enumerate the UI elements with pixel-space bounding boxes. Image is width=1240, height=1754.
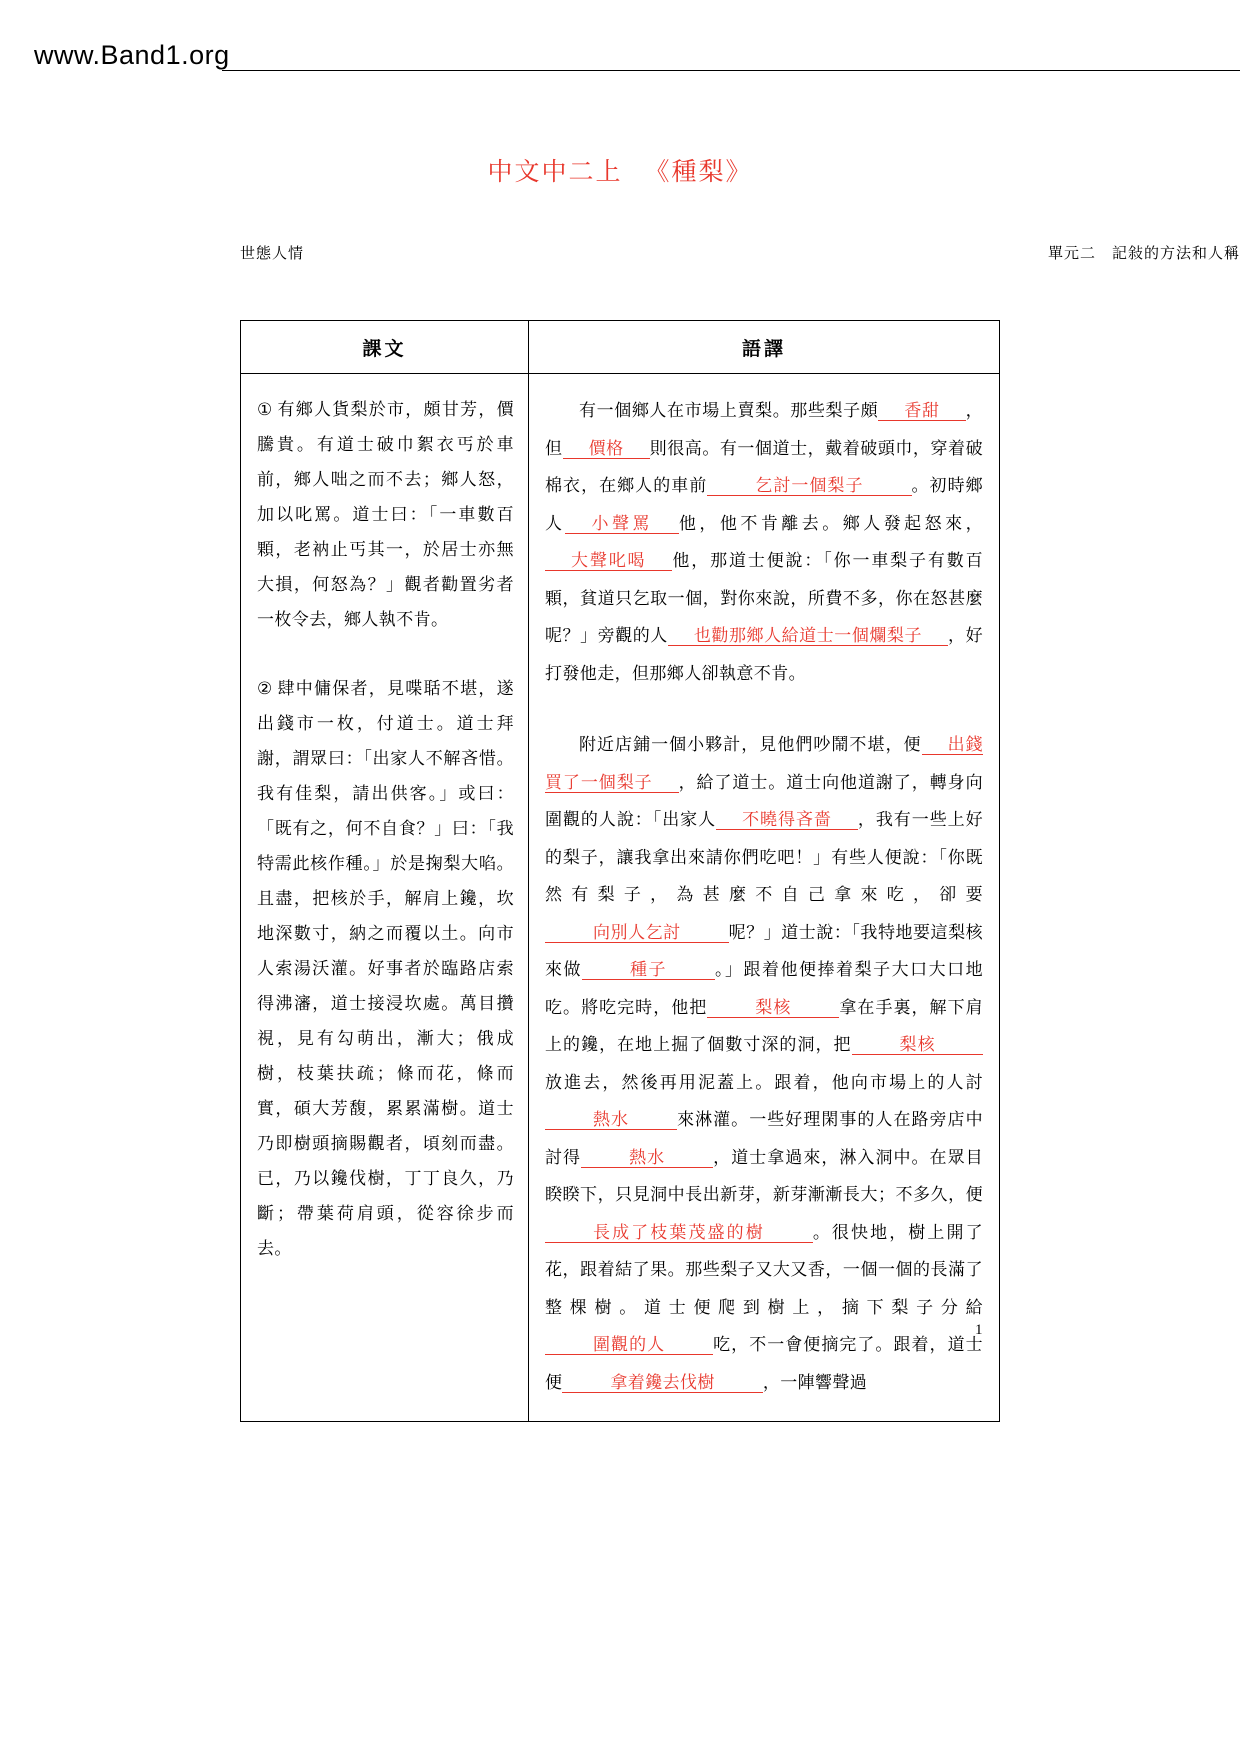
translation-paragraph-2 [545, 726, 983, 1401]
paragraph-marker-1: ① [257, 400, 274, 419]
lesson-table [240, 320, 1000, 1422]
translation-p2-seg12: ，一陣響聲過 [762, 1372, 868, 1392]
translation-p2-seg7: 放進去，然後再用泥蓋上。跟着，他向市場上的人討 [545, 1072, 983, 1092]
column-header-source: 課文 [241, 321, 529, 373]
column-header-translation: 語譯 [741, 338, 786, 360]
answer-p2-1[interactable]: 出錢買了一個梨子 [545, 735, 983, 792]
translation-p2-seg5: 。」跟着他便捧着梨子大口大口地吃。將吃完時，他把 [545, 960, 983, 1017]
translation-p2-seg11: 吃，不一會便摘完了。跟着，道士便 [545, 1335, 983, 1392]
answer-p1-4[interactable]: 小聲罵 [565, 514, 678, 534]
source-paragraph-1 [257, 392, 514, 637]
paragraph-marker-2: ② [257, 679, 274, 698]
answer-p2-7[interactable]: 熱水 [545, 1110, 677, 1130]
translation-p1-seg1: 有一個鄉人在市場上賣梨。那些梨子頗 [579, 401, 879, 420]
running-head-right: 單元二 記敍的方法和人稱 [1047, 246, 1240, 262]
translation-p1-seg7: ，好打發他走，但那鄉人卻執意不肯。 [545, 626, 983, 683]
translation-p2-seg3: ，我有一些上好的梨子，讓我拿出來請你們吃吧！」有些人便說：「你既然有梨子，為甚麼不自己拿來吃，卻要 [545, 810, 984, 904]
answer-p2-8[interactable]: 熱水 [581, 1148, 713, 1168]
answer-p2-3[interactable]: 向別人乞討 [545, 923, 729, 943]
answer-p2-6[interactable]: 梨核 [852, 1035, 983, 1055]
answer-p2-11[interactable]: 拿着鑱去伐樹 [562, 1373, 762, 1393]
page-number: 1 [975, 1322, 983, 1338]
translation-p2-seg9: ，道士拿過來，淋入洞中。在眾目睽睽下，只見洞中長出新芽，新芽漸漸長大；不多久，便 [545, 1147, 984, 1204]
source-paragraph-2 [257, 671, 514, 1266]
answer-p1-5[interactable]: 大聲叱喝 [545, 551, 672, 571]
answer-p1-1[interactable]: 香甜 [878, 401, 965, 421]
translation-p1-seg6: 他，那道士便說：「你一車梨子有數百顆，貧道只乞取一個，對你來說，所費不多，你在怒甚麼呢？」旁觀的人 [545, 551, 983, 645]
source-paragraph-2-text: 肆中傭保者，見喋聒不堪，遂出錢市一枚，付道士。道士拜謝，謂眾曰：「出家人不解吝惜。我有佳梨，請出供客。」或曰：「既有之，何不自食？」曰：「我特需此核作種。」於是掬梨大啗。且盡，把核於手，解肩上鑱，坎地深數寸，納之而覆以土。向市人索湯沃灌。好事者於臨路店索得沸瀋，道士接浸坎處。萬目攢視，見有勾萌出，漸大；俄成樹，枝葉扶疏；條而花，條而實，碩大芳馥，累累滿樹。道士乃即樹頭摘賜觀者，頃刻而盡。已，乃以鑱伐樹，丁丁良久，乃斷；帶葉荷肩頭，從容徐步而去。 [257, 679, 514, 1258]
answer-p1-6[interactable]: 也勸那鄉人給道士一個爛梨子 [668, 626, 948, 646]
translation-p1-seg4: 。初時鄉人 [545, 476, 983, 533]
translation-paragraph-1 [545, 392, 983, 692]
answer-p1-2[interactable]: 價格 [563, 439, 650, 459]
translation-p1-seg3: 則很高。有一個道士，戴着破頭巾，穿着破棉衣，在鄉人的車前 [545, 438, 983, 495]
translation-p1-seg2: ，但 [545, 401, 983, 458]
site-url: www.Band1.org [34, 40, 230, 70]
page-header [0, 22, 1240, 70]
answer-p2-5[interactable]: 梨核 [707, 998, 839, 1018]
translation-p2-seg10: 。很快地，樹上開了花，跟着結了果。那些梨子又大又香，一個一個的長滿了整棵樹。道士便爬到樹上，摘下梨子分給 [545, 1222, 983, 1317]
running-head-left: 世態人情 [240, 246, 305, 262]
translation-p2-seg4: 呢？」道士說：「我特地要這梨核來做 [545, 922, 984, 979]
page-title-piece: 《種梨》 [644, 159, 753, 186]
translation-p2-seg6: 拿在手裏，解下肩上的鑱，在地上掘了個數寸深的洞，把 [545, 997, 983, 1054]
table-header-row [241, 321, 999, 374]
answer-p2-9[interactable]: 長成了枝葉茂盛的樹 [545, 1223, 813, 1243]
source-paragraph-1-text: 有鄉人貨梨於市，頗甘芳，價騰貴。有道士破巾絮衣丐於車前，鄉人咄之而不去；鄉人怒，加以叱罵。道士曰：「一車數百顆，老衲止丐其一，於居士亦無大損，何怒為？」觀者勸置劣者一枚令去，鄉人執不肯。 [257, 400, 514, 629]
source-text-cell [241, 374, 529, 1421]
answer-p2-2[interactable]: 不曉得吝嗇 [716, 810, 858, 830]
page-title [0, 152, 1240, 188]
translation-p2-seg8: 來淋灌。一些好理閑事的人在路旁店中討得 [545, 1110, 983, 1167]
translation-p2-seg2: ，給了道士。道士向他道謝了，轉身向圍觀的人說：「出家人 [545, 772, 983, 829]
answer-p2-10[interactable]: 圍觀的人 [545, 1335, 713, 1355]
header-divider [222, 70, 1240, 71]
table-body-row [241, 374, 999, 1421]
translation-cell [529, 374, 999, 1421]
answer-p2-4[interactable]: 種子 [582, 960, 715, 980]
translation-p1-seg5: 他，他不肯離去。鄉人發起怒來， [678, 513, 984, 533]
answer-p1-3[interactable]: 乞討一個梨子 [707, 476, 911, 496]
translation-p2-seg1: 附近店鋪一個小夥計，見他們吵鬧不堪，便 [579, 735, 922, 754]
page-title-subject: 中文中二上 [487, 159, 623, 186]
